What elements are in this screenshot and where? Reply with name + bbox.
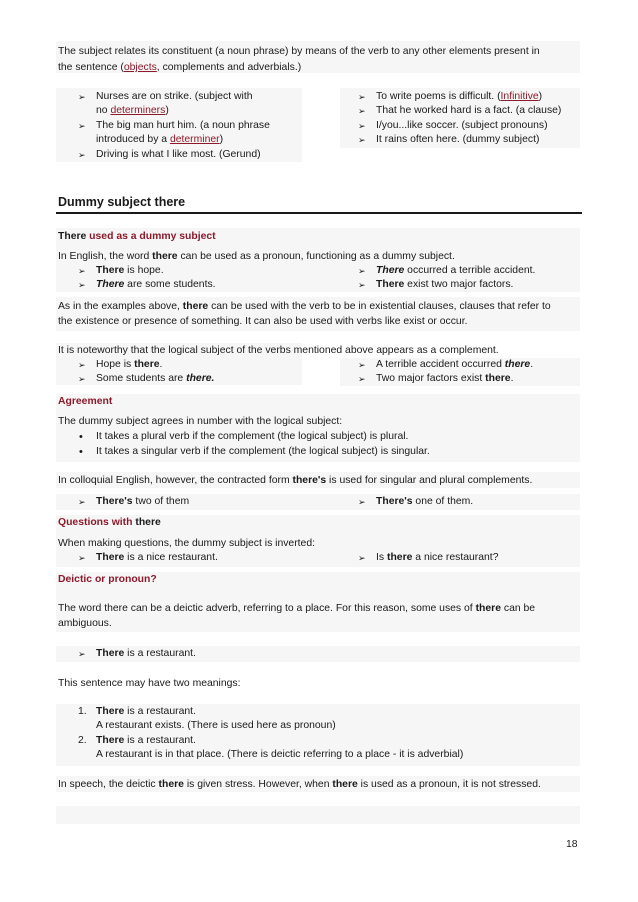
questions-example-1: There is a nice restaurant. (96, 552, 218, 563)
determiner-link[interactable]: determiner (169, 134, 220, 145)
questions-example-2: Is there a nice restaurant? (376, 552, 499, 563)
agreement-example-1: There's two of them (96, 496, 190, 507)
deictic-example: There is a restaurant. (96, 648, 196, 659)
arrow-bullet-icon: ➢ (78, 150, 86, 160)
dummy-paragraph-1: In English, the word there can be used as a pronoun, functioning as a dummy subject. (58, 251, 455, 262)
arrow-bullet-icon: ➢ (358, 497, 366, 507)
right-example-3: I/you...like soccer. (subject pronouns) (376, 120, 548, 131)
arrow-bullet-icon: ➢ (358, 374, 366, 384)
numbered-item-1: There is a restaurant. (96, 706, 196, 717)
dot-bullet-icon: • (79, 446, 83, 458)
numbered-item-2-detail: A restaurant is in that place. (There is deictic referring to a place - it is adverbial) (96, 749, 464, 760)
deictic-paragraph-1a: The word there can be a deictic adverb, referring to a place. For this reason, some uses of there can be (58, 603, 536, 614)
empty-shade (56, 806, 580, 824)
arrow-bullet-icon: ➢ (358, 266, 366, 276)
determiners-link[interactable]: determiners (110, 105, 166, 116)
dummy-example-4: There exist two major factors. (376, 279, 514, 290)
arrow-bullet-icon: ➢ (78, 553, 86, 563)
dummy-example-8: Two major factors exist there. (376, 373, 514, 384)
dummy-example-5: Hope is there. (96, 359, 163, 370)
dot-bullet-icon: • (79, 431, 83, 443)
arrow-bullet-icon: ➢ (78, 92, 86, 102)
infinitive-link[interactable]: Infinitive (500, 91, 539, 102)
deictic-paragraph-2: This sentence may have two meanings: (58, 678, 241, 689)
arrow-bullet-icon: ➢ (78, 374, 86, 384)
page-number: 18 (566, 839, 578, 850)
dummy-paragraph-2a: As in the examples above, there can be used with the verb to be in existential clauses, clauses that refer to (58, 301, 551, 312)
agreement-heading: Agreement (58, 396, 113, 407)
deictic-heading: Deictic or pronoun? (58, 574, 157, 585)
right-example-4: It rains often here. (dummy subject) (376, 134, 540, 145)
objects-link[interactable]: objects (123, 62, 157, 73)
deictic-paragraph-1b: ambiguous. (58, 618, 112, 629)
arrow-bullet-icon: ➢ (358, 106, 366, 116)
arrow-bullet-icon: ➢ (78, 266, 86, 276)
arrow-bullet-icon: ➢ (358, 92, 366, 102)
left-example-3: Driving is what I like most. (Gerund) (96, 149, 261, 160)
section-title: Dummy subject there (58, 195, 186, 209)
arrow-bullet-icon: ➢ (358, 360, 366, 370)
dummy-example-1: There is hope. (96, 265, 164, 276)
arrow-bullet-icon: ➢ (78, 121, 86, 131)
numbered-item-2-number: 2. (78, 735, 87, 746)
left-example-2a: The big man hurt him. (a noun phrase (96, 120, 270, 131)
questions-heading: Questions with there (58, 517, 161, 528)
arrow-bullet-icon: ➢ (78, 497, 86, 507)
intro-line-2: the sentence (objects, complements and adverbials.) (58, 62, 302, 73)
left-example-1a: Nurses are on strike. (subject with (96, 91, 253, 102)
right-example-1: To write poems is difficult. (Infinitive) (376, 91, 543, 102)
numbered-item-2: There is a restaurant. (96, 735, 196, 746)
dummy-example-2: There are some students. (96, 279, 216, 290)
numbered-item-1-number: 1. (78, 706, 87, 717)
dummy-example-6: Some students are there. (96, 373, 215, 384)
agreement-bullet-2: It takes a singular verb if the complement (the logical subject) is singular. (96, 446, 430, 457)
dummy-heading: There used as a dummy subject (58, 231, 216, 242)
arrow-bullet-icon: ➢ (358, 121, 366, 131)
dummy-paragraph-2b: the existence or presence of something. It can also be used with verbs like exist or occur. (58, 316, 468, 327)
right-example-2: That he worked hard is a fact. (a clause) (376, 105, 562, 116)
dummy-example-3: There occurred a terrible accident. (376, 265, 536, 276)
arrow-bullet-icon: ➢ (78, 280, 86, 290)
arrow-bullet-icon: ➢ (358, 280, 366, 290)
arrow-bullet-icon: ➢ (358, 135, 366, 145)
deictic-paragraph-3: In speech, the deictic there is given stress. However, when there is used as a pronoun, it is not stressed. (58, 779, 541, 790)
intro-line-1: The subject relates its constituent (a noun phrase) by means of the verb to any other elements present in (58, 46, 540, 57)
agreement-bullet-1: It takes a plural verb if the complement (the logical subject) is plural. (96, 431, 409, 442)
section-rule (56, 212, 582, 214)
dummy-paragraph-3: It is noteworthy that the logical subject of the verbs mentioned above appears as a complement. (58, 345, 499, 356)
arrow-bullet-icon: ➢ (78, 649, 86, 659)
questions-paragraph-1: When making questions, the dummy subject is inverted: (58, 538, 316, 549)
agreement-example-2: There's one of them. (376, 496, 474, 507)
arrow-bullet-icon: ➢ (358, 553, 366, 563)
arrow-bullet-icon: ➢ (78, 360, 86, 370)
left-example-1b: no determiners) (96, 105, 169, 116)
left-example-2b: introduced by a determiner) (96, 134, 224, 145)
numbered-item-1-detail: A restaurant exists. (There is used here as pronoun) (96, 720, 336, 731)
agreement-paragraph-2: In colloquial English, however, the contracted form there's is used for singular and plural complements. (58, 475, 533, 486)
agreement-paragraph-1: The dummy subject agrees in number with the logical subject: (58, 416, 343, 427)
dummy-example-7: A terrible accident occurred there. (376, 359, 534, 370)
